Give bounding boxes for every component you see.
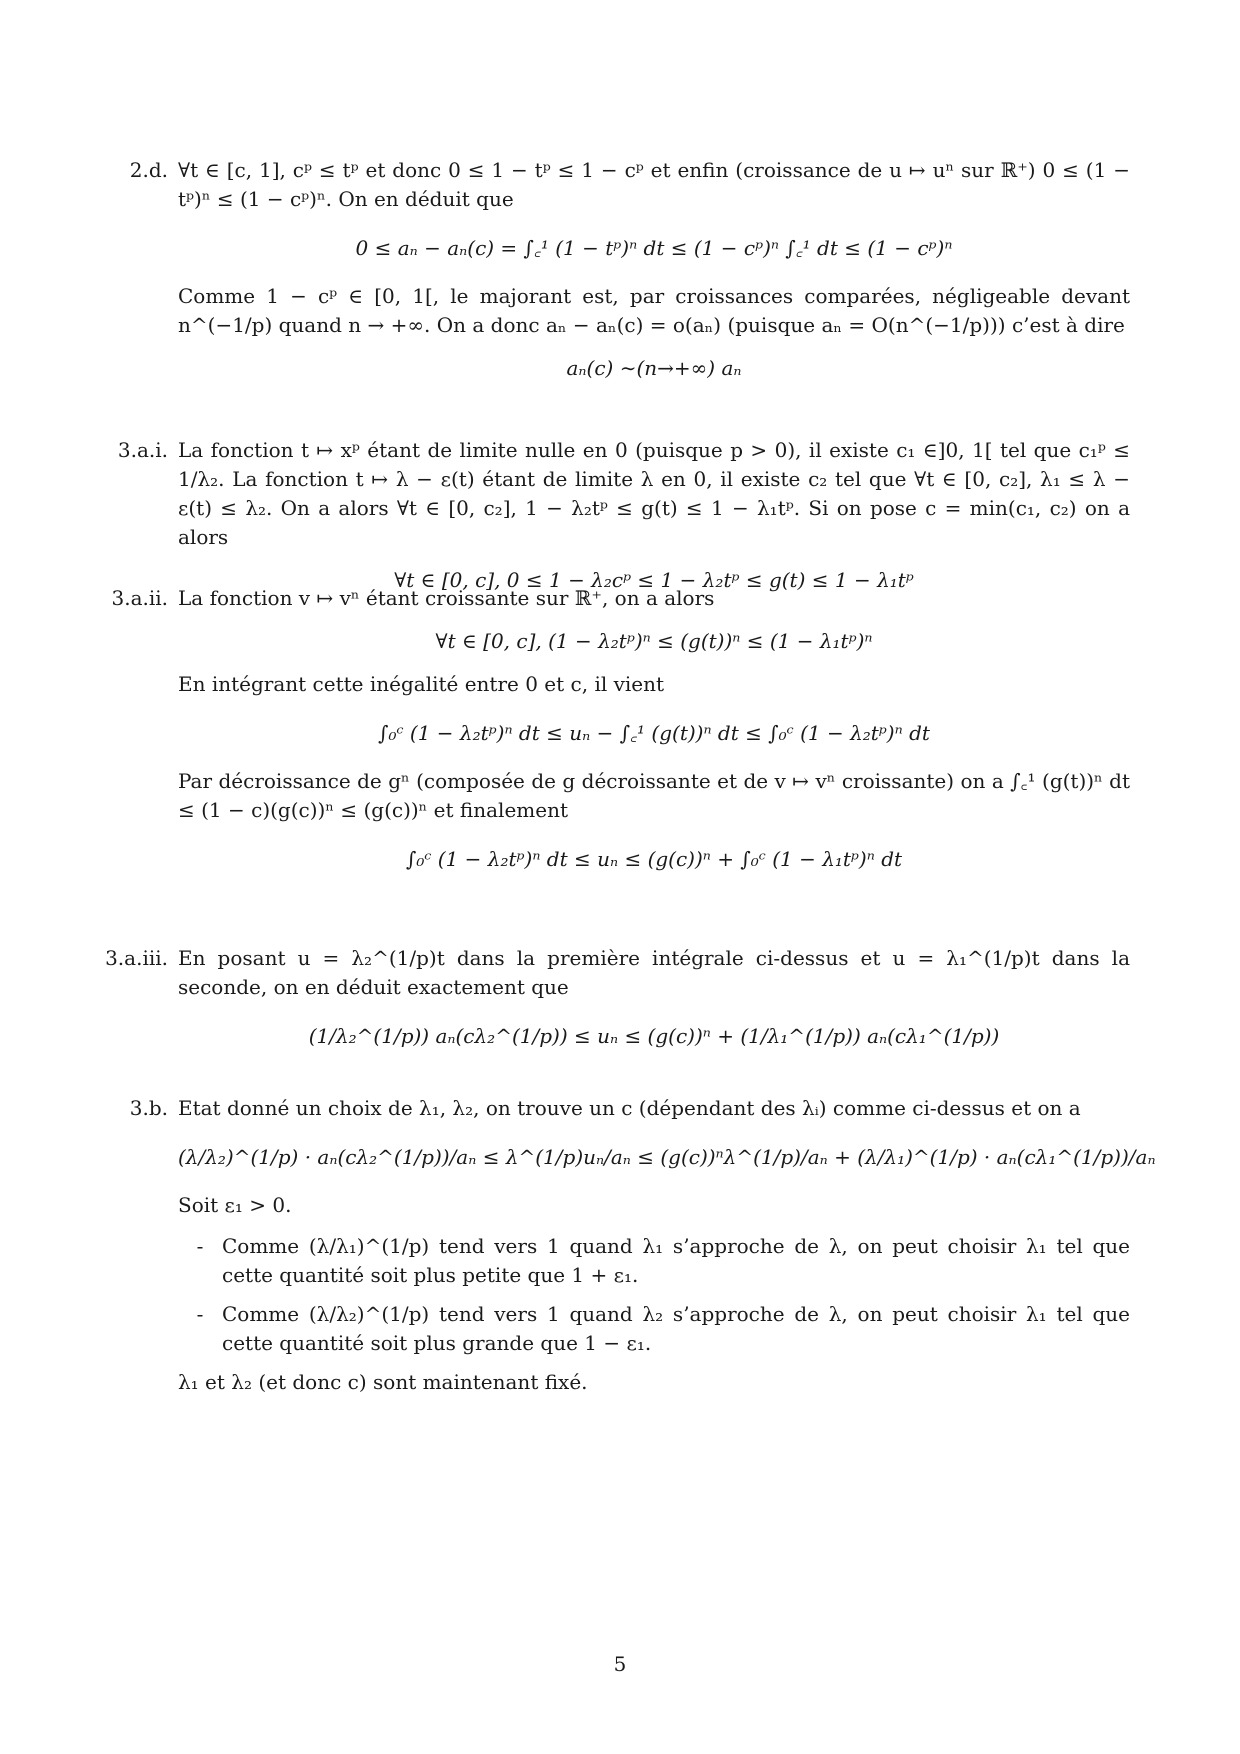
paragraph: La fonction v ↦ vⁿ étant croissante sur ℝ⁺, on a alors [178,586,715,610]
equation: (λ/λ₂)^(1/p) · aₙ(cλ₂^(1/p))/aₙ ≤ λ^(1/p)uₙ/aₙ ≤ (g(c))ⁿλ^(1/p)/aₙ + (λ/λ₁)^(1/p) · aₙ(cλ₁^(1/p))/aₙ [178,1145,1156,1169]
paragraph: La fonction t ↦ xᵖ étant de limite nulle en 0 (puisque p > 0), il existe c₁ ∈]0, 1[ tel que c₁ᵖ ≤ 1/λ₂. La fonction t ↦ λ − ε(t) étant de limite λ en 0, il existe c₂ tel que ∀t ∈ [0, c₂], λ₁ ≤ λ − ε(t) ≤ λ₂. On a alors ∀t ∈ [0, c₂], 1 − λ₂tᵖ ≤ g(t) ≤ 1 − λ₁tᵖ. Si on pose c = min(c₁, c₂) on a alors [178,438,1130,549]
equation: ∀t ∈ [0, c], 0 ≤ 1 − λ₂cᵖ ≤ 1 − λ₂tᵖ ≤ g(t) ≤ 1 − λ₁tᵖ [394,568,914,592]
equation: aₙ(c) ∼(n→+∞) aₙ [566,356,742,380]
section-body [178,1094,1156,1409]
list-item-text: Comme (λ/λ₂)^(1/p) tend vers 1 quand λ₂ s’approche de λ, on peut choisir λ₁ tel que cette quantité soit plus grande que 1 − ε₁. [222,1302,1130,1355]
paragraph: Soit ε₁ > 0. [178,1193,292,1217]
paragraph: Par décroissance de gⁿ (composée de g décroissante et de v ↦ vⁿ croissante) on a ∫꜀¹ (g(t))ⁿ dt ≤ (1 − c)(g(c))ⁿ ≤ (g(c))ⁿ et finalement [178,769,1130,822]
list-item [178,1232,1130,1290]
section-body [178,156,1130,397]
list-item-text: Comme (λ/λ₁)^(1/p) tend vers 1 quand λ₁ s’approche de λ, on peut choisir λ₁ tel que cette quantité soit plus petite que 1 + ε₁. [222,1234,1130,1287]
section-number: 3.a.i. [117,438,168,462]
paragraph: Comme 1 − cᵖ ∈ [0, 1[, le majorant est, par croissances comparées, négligeable devant n^(−1/p) quand n → +∞. On a donc aₙ − aₙ(c) = o(aₙ) (puisque aₙ = O(n^(−1/p))) c’est à dire [178,284,1130,337]
section-number: 2.d. [129,158,168,182]
equation: 0 ≤ aₙ − aₙ(c) = ∫꜀¹ (1 − tᵖ)ⁿ dt ≤ (1 − cᵖ)ⁿ ∫꜀¹ dt ≤ (1 − cᵖ)ⁿ [355,236,953,260]
equation: ∫₀ᶜ (1 − λ₂tᵖ)ⁿ dt ≤ uₙ ≤ (g(c))ⁿ + ∫₀ᶜ (1 − λ₁tᵖ)ⁿ dt [405,847,903,871]
bullet-dash: - [196,1234,204,1258]
section-body [178,944,1130,1070]
equation: ∫₀ᶜ (1 − λ₂tᵖ)ⁿ dt ≤ uₙ − ∫꜀¹ (g(t))ⁿ dt ≤ ∫₀ᶜ (1 − λ₂tᵖ)ⁿ dt [378,721,930,745]
page-number: 5 [613,1652,627,1676]
paragraph: Etat donné un choix de λ₁, λ₂, on trouve un c (dépendant des λᵢ) comme ci-dessus et on a [178,1096,1081,1120]
equation: (1/λ₂^(1/p)) aₙ(cλ₂^(1/p)) ≤ uₙ ≤ (g(c))ⁿ + (1/λ₁^(1/p)) aₙ(cλ₁^(1/p)) [308,1024,1000,1048]
bullet-dash: - [196,1302,204,1326]
paragraph: ∀t ∈ [c, 1], cᵖ ≤ tᵖ et donc 0 ≤ 1 − tᵖ ≤ 1 − cᵖ et enfin (croissance de u ↦ uⁿ sur ℝ⁺) 0 ≤ (1 − tᵖ)ⁿ ≤ (1 − cᵖ)ⁿ. On en déduit que [178,158,1130,211]
paragraph: En intégrant cette inégalité entre 0 et c, il vient [178,672,665,696]
section-number: 3.b. [129,1096,168,1120]
section-number: 3.a.ii. [111,586,168,610]
section-body [178,584,1130,893]
equation: ∀t ∈ [0, c], (1 − λ₂tᵖ)ⁿ ≤ (g(t))ⁿ ≤ (1 − λ₁tᵖ)ⁿ [435,629,873,653]
section-number: 3.a.iii. [105,946,168,970]
list-item [178,1300,1130,1358]
paragraph: λ₁ et λ₂ (et donc c) sont maintenant fixé. [178,1370,588,1394]
paragraph: En posant u = λ₂^(1/p)t dans la première intégrale ci-dessus et u = λ₁^(1/p)t dans la seconde, on en déduit exactement que [178,946,1130,999]
